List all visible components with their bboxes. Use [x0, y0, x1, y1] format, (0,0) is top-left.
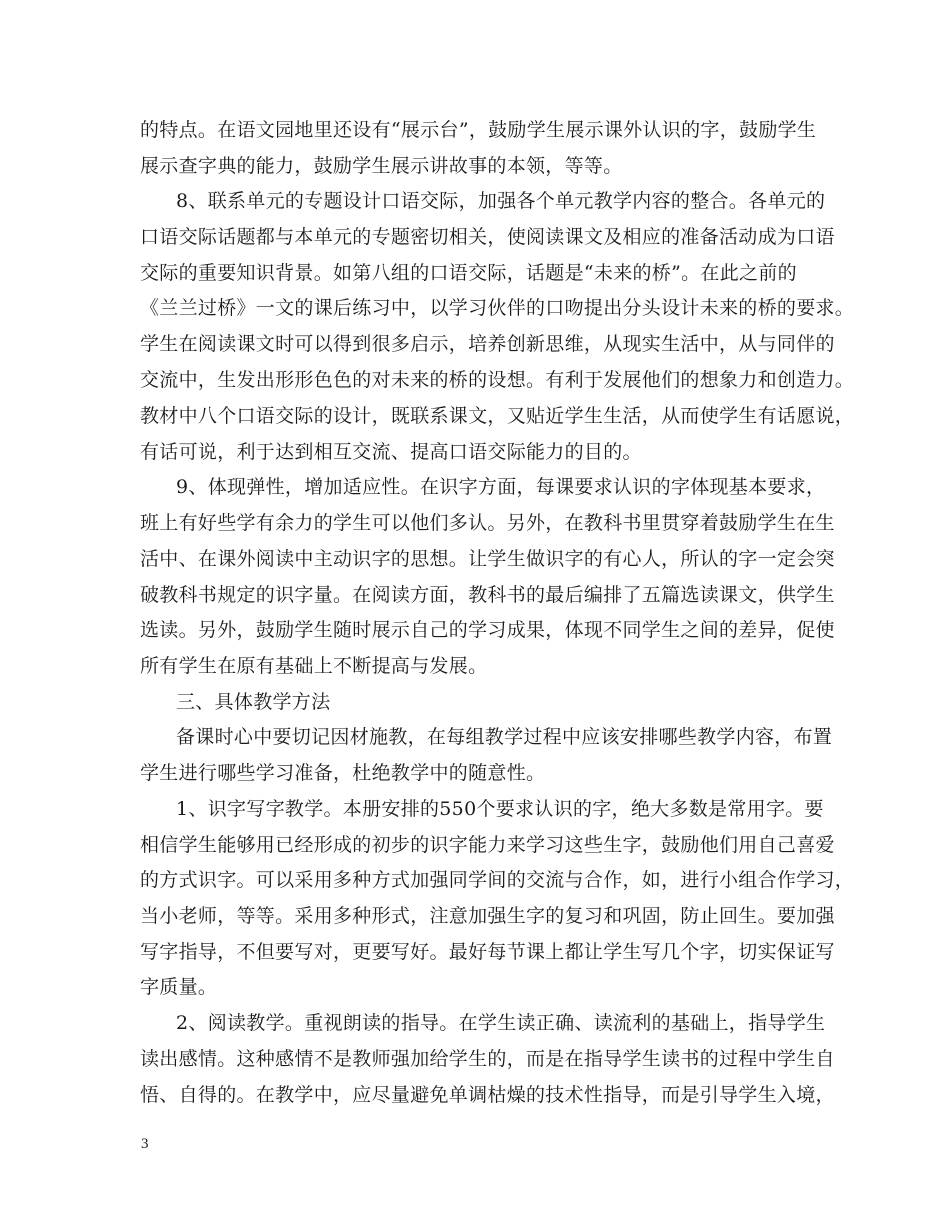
text-line: 所有学生在原有基础上不断提高与发展。	[140, 655, 488, 677]
text-line: 1、识字写字教学。本册安排的550个要求认识的字，绝大多数是常用字。要	[176, 798, 824, 820]
text-line: 的特点。在语文园地里还设有“展示台”，鼓励学生展示课外认识的字，鼓励学生	[140, 119, 817, 141]
text-line: 相信学生能够用已经形成的初步的识字能力来学习这些生字，鼓励他们用自己喜爱	[140, 834, 835, 856]
text-line: 选读。另外，鼓励学生随时展示自己的学习成果，体现不同学生之间的差异，促使	[140, 619, 835, 641]
text-line: 教材中八个口语交际的设计，既联系课文，又贴近学生生活，从而使学生有话愿说，	[140, 405, 855, 427]
text-line: 破教科书规定的识字量。在阅读方面，教科书的最后编排了五篇选读课文，供学生	[140, 584, 835, 606]
text-line: 9、体现弹性，增加适应性。在识字方面，每课要求认识的字体现基本要求，	[176, 476, 826, 498]
text-line: 展示查字典的能力，鼓励学生展示讲故事的本领，等等。	[140, 155, 623, 177]
text-line: 活中、在课外阅读中主动识字的思想。让学生做识字的有心人，所认的字一定会突	[140, 548, 835, 570]
text-line: 交流中，生发出形形色色的对未来的桥的设想。有利于发展他们的想象力和创造力。	[140, 369, 855, 391]
text-line: 备课时心中要切记因材施教，在每组教学过程中应该安排哪些教学内容，布置	[176, 726, 833, 748]
text-line: 8、联系单元的专题设计口语交际，加强各个单元教学内容的整合。各单元的	[176, 190, 826, 212]
text-line: 当小老师，等等。采用多种形式，注意加强生字的复习和巩固，防止回生。要加强	[140, 905, 835, 927]
text-line: 读出感情。这种感情不是教师强加给学生的，而是在指导学生读书的过程中学生自	[140, 1048, 835, 1070]
text-line: 写字指导，不但要写对，更要写好。最好每节课上都让学生写几个字，切实保证写	[140, 941, 835, 963]
text-line: 字质量。	[140, 976, 218, 998]
text-line: 班上有好些学有余力的学生可以他们多认。另外，在教科书里贯穿着鼓励学生在生	[140, 512, 835, 534]
section-heading: 三、具体教学方法	[176, 691, 331, 713]
text-line: 2、阅读教学。重视朗读的指导。在学生读正确、读流利的基础上，指导学生	[176, 1012, 826, 1034]
text-line: 交际的重要知识背景。如第八组的口语交际，话题是“未来的桥”。在此之前的	[140, 262, 797, 284]
page-number: 3	[141, 1136, 149, 1152]
text-line: 悟、自得的。在教学中，应尽量避免单调枯燥的技术性指导，而是引导学生入境，	[140, 1084, 835, 1106]
text-line: 学生进行哪些学习准备，杜绝教学中的随意性。	[140, 762, 546, 784]
text-line: 《兰兰过桥》一文的课后练习中，以学习伙伴的口吻提出分头设计未来的桥的要求。	[140, 297, 855, 319]
text-line: 口语交际话题都与本单元的专题密切相关，使阅读课文及相应的准备活动成为口语	[140, 226, 835, 248]
text-line: 有话可说，利于达到相互交流、提高口语交际能力的目的。	[140, 441, 642, 463]
text-line: 学生在阅读课文时可以得到很多启示，培养创新思维，从现实生活中，从与同伴的	[140, 333, 835, 355]
text-line: 的方式识字。可以采用多种方式加强同学间的交流与合作，如，进行小组合作学习，	[140, 869, 855, 891]
